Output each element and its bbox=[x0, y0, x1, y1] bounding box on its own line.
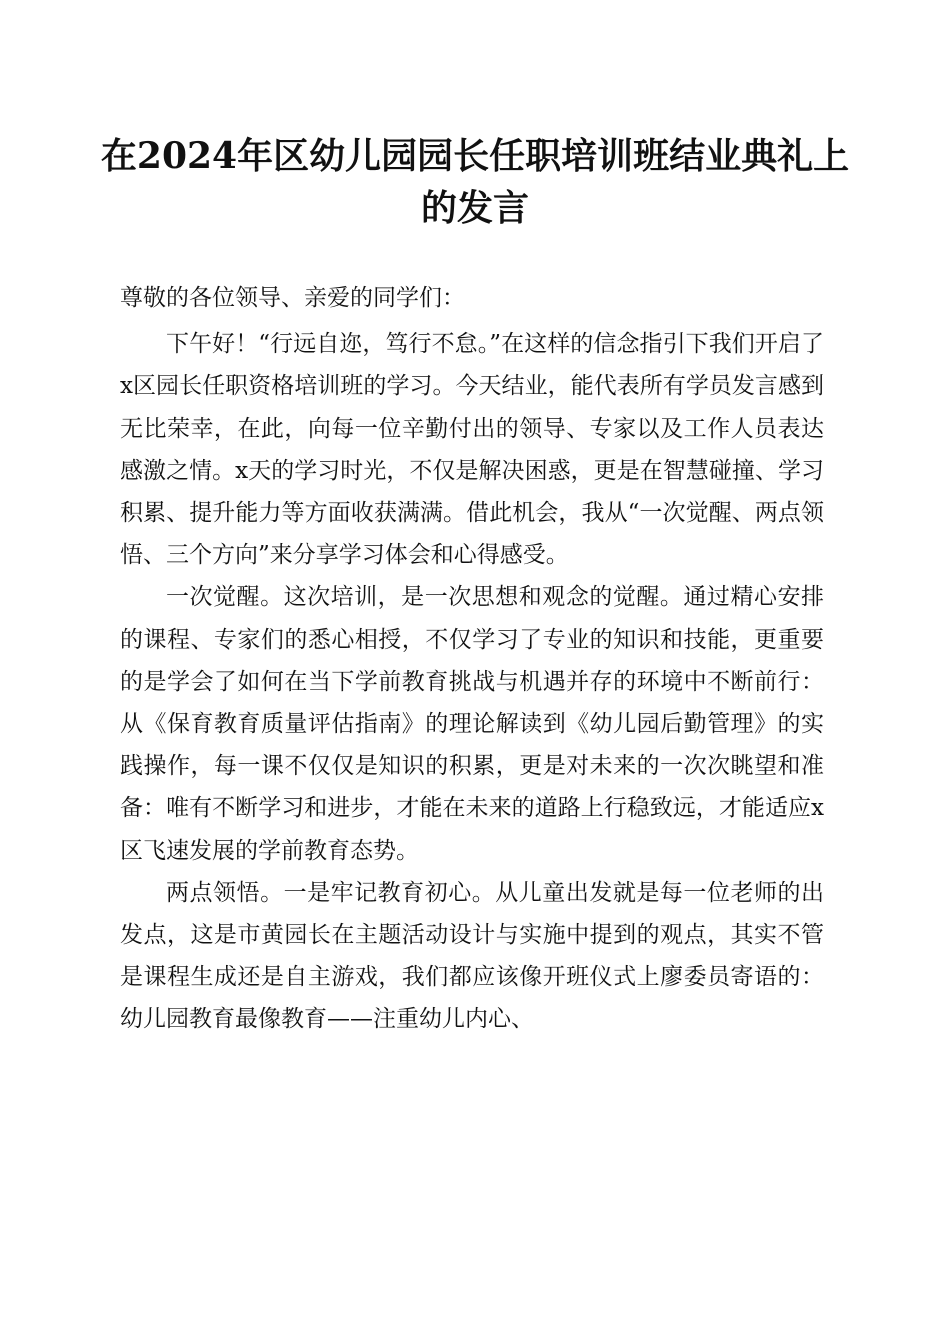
paragraph-insights: 两点领悟。一是牢记教育初心。从儿童出发就是每一位老师的出发点，这是市黄园长在主题活动设计与实施中提到的观点，其实不管是课程生成还是自主游戏，我们都应该像开班仪式上廖委员寄语的：幼儿园教育最像教育——注重幼儿内心、 bbox=[120, 879, 824, 1033]
salutation: 尊敬的各位领导、亲爱的同学们： bbox=[120, 285, 465, 311]
paragraph-awakening: 一次觉醒。这次培训，是一次思想和观念的觉醒。通过精心安排的课程、专家们的悉心相授，不仅学习了专业的知识和技能，更重要的是学会了如何在当下学前教育挑战与机遇并存的环境中不断前行：从《保育教育质量评估指南》的理论解读到《幼儿园后勤管理》的实践操作，每一课不仅仅是知识的积累，更是对未来的一次次眺望和准备：唯有不断学习和进步，才能在未来的道路上行稳致远，才能适应x区飞速发展的学前教育态势。 bbox=[120, 584, 824, 864]
paragraph-greeting: 下午好！“行远自迩，笃行不怠。”在这样的信念指引下我们开启了x区园长任职资格培训班的学习。今天结业，能代表所有学员发言感到无比荣幸，在此，向每一位辛勤付出的领导、专家以及工作人员表达感激之情。x天的学习时光，不仅是解决困惑，更是在智慧碰撞、学习积累、提升能力等方面收获满满。借此机会，我从“一次觉醒、两点领悟、三个方向”来分享学习体会和心得感受。 bbox=[120, 331, 824, 569]
document-body bbox=[120, 277, 824, 1041]
document-title: 在2024年区幼儿园园长任职培训班结业典礼上的发言 bbox=[100, 135, 850, 229]
